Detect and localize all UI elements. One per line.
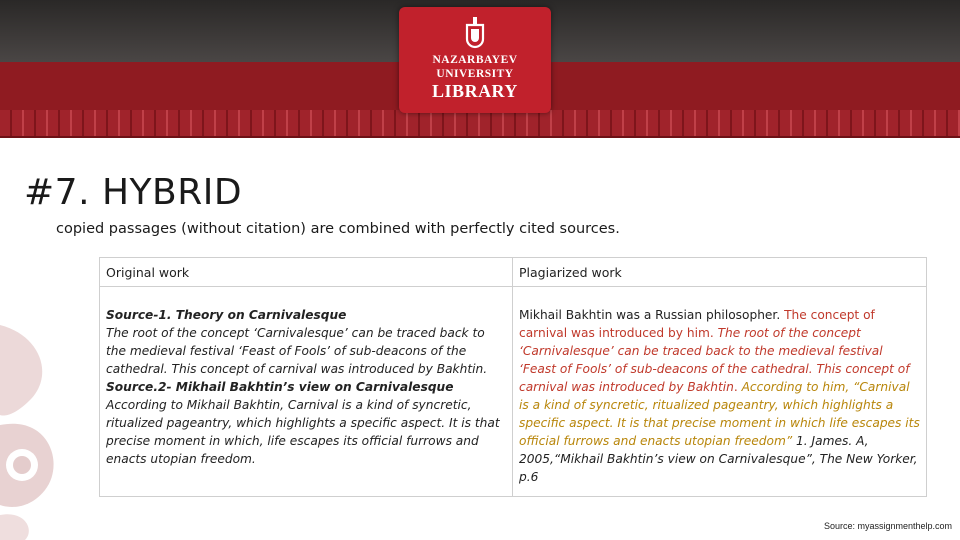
logo-text-library: LIBRARY: [432, 81, 518, 101]
logo-text-nazarbayev: NAZARBAYEV: [432, 54, 518, 66]
cited-quote: According to him, “Carnival is a kind of syncretic, ritualized pageantry, which highlights a specific aspect. It is that precise moment in which life escapes its official furrows and enacts utopian freedom”: [519, 380, 920, 448]
plagiarized-intro: Mikhail Bakhtin was a Russian philosopher.: [519, 308, 781, 322]
source2-title: Source.2- Mikhail Bakhtin’s view on Carnivalesque: [106, 380, 454, 394]
source2-text: According to Mikhail Bakhtin, Carnival is a kind of syncretic, ritualized pageantry, which highlights a specific aspect. It is that precise moment in which, life escapes its official furrows and enacts utopian freedom.: [106, 398, 500, 466]
table-row: [100, 287, 927, 497]
slide-subtitle: copied passages (without citation) are combined with perfectly cited sources.: [56, 221, 620, 237]
decorative-swirl-icon: [0, 315, 70, 540]
logo-text-university: UNIVERSITY: [436, 68, 514, 80]
header-plagiarized-work: Plagiarized work: [513, 258, 927, 287]
source1-text: The root of the concept ‘Carnivalesque’ can be traced back to the medieval festival ‘Feast of Fools’ of sub-deacons of the cathedral. This concept of carnival was introduced by Bakhtin.: [106, 326, 488, 376]
citation-reference: 1. James. A, 2005,“Mikhail Bakhtin’s view on Carnivalesque”, The New Yorker, p.6: [519, 434, 918, 484]
plagiarized-work-cell: [513, 287, 927, 497]
table-header-row: [100, 258, 927, 287]
nu-emblem-icon: [464, 17, 486, 49]
library-logo: [399, 7, 551, 113]
comparison-table: [99, 257, 927, 497]
header-ornament-border: [0, 110, 960, 138]
source1-title: Source-1. Theory on Carnivalesque: [106, 308, 347, 322]
copied-passage: The root of the concept ‘Carnivalesque’ can be traced back to the medieval festival ‘Feast of Fools’ of sub-deacons of the cathedral. This concept of carnival was introduced by Bakhtin: [519, 326, 910, 394]
slide-title: #7. HYBRID: [24, 172, 243, 213]
header-original-work: Original work: [100, 258, 513, 287]
source-note: Source: myassignmenthelp.com: [823, 521, 952, 531]
copied-sentence: The concept of carnival was introduced by him.: [519, 308, 875, 340]
copied-period: .: [733, 380, 738, 394]
original-work-cell: [100, 287, 513, 497]
